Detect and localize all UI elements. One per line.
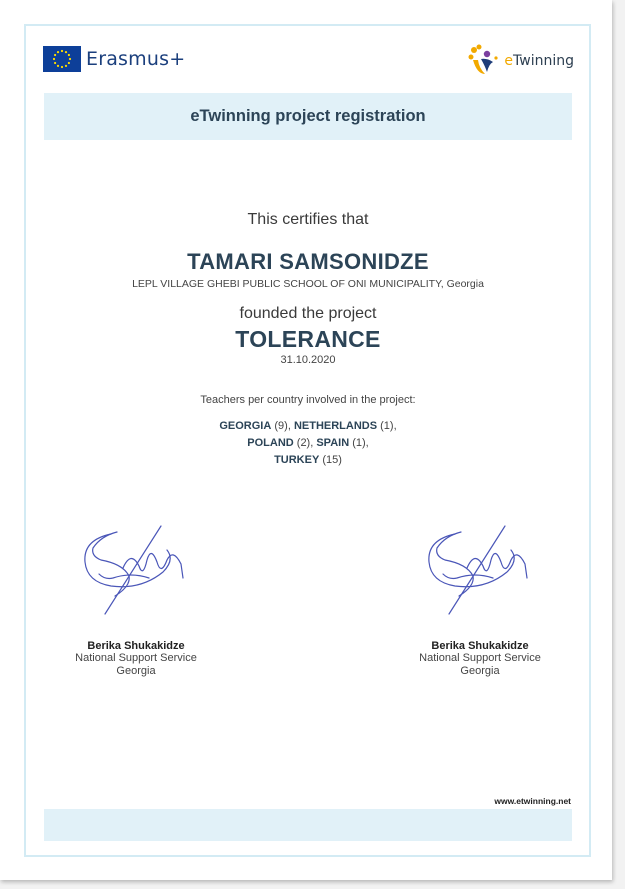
countries-line-3 bbox=[44, 452, 572, 469]
etwinning-logo bbox=[465, 44, 574, 78]
project-name: TOLERANCE bbox=[235, 326, 381, 352]
countries-line-2 bbox=[44, 435, 572, 452]
country-name: GEORGIA bbox=[219, 420, 272, 432]
country-count: (9), bbox=[274, 420, 291, 432]
signatory-name: Berika Shukakidze bbox=[87, 640, 185, 652]
etwinning-logo-twinning: Twinning bbox=[513, 53, 574, 69]
recipient-name: TAMARI SAMSONIDZE bbox=[187, 249, 429, 274]
handwritten-signature bbox=[71, 520, 201, 620]
country-name: POLAND bbox=[247, 437, 294, 449]
country-count: (1), bbox=[380, 420, 397, 432]
etwinning-website-link[interactable]: www.etwinning.net bbox=[494, 796, 571, 806]
signature-block-right bbox=[395, 520, 565, 678]
signatory-country: Georgia bbox=[116, 665, 156, 677]
teachers-label: Teachers per country involved in the project: bbox=[200, 394, 416, 406]
certificate-title: eTwinning project registration bbox=[44, 93, 572, 140]
eu-flag-icon bbox=[43, 46, 81, 72]
etwinning-logo-text bbox=[504, 53, 574, 69]
country-count: (15) bbox=[322, 454, 342, 466]
country-count: (1), bbox=[352, 437, 369, 449]
country-name: TURKEY bbox=[274, 454, 320, 466]
country-count: (2), bbox=[296, 437, 314, 449]
handwritten-signature bbox=[415, 520, 545, 620]
signatory-organisation: National Support Service bbox=[419, 652, 541, 664]
etwinning-logo-e: e bbox=[504, 53, 514, 69]
country-name: NETHERLANDS bbox=[293, 420, 378, 432]
countries-line-1 bbox=[44, 418, 572, 435]
certifies-text: This certifies that bbox=[247, 211, 369, 228]
school-name: LEPL VILLAGE GHEBI PUBLIC SCHOOL OF ONI MUNICIPALITY, Georgia bbox=[132, 278, 484, 290]
erasmus-logo-text: Erasmus+ bbox=[86, 48, 186, 70]
erasmus-logo bbox=[43, 45, 185, 73]
signatory-country: Georgia bbox=[460, 665, 500, 677]
signatory-name: Berika Shukakidze bbox=[431, 640, 529, 652]
country-name: SPAIN bbox=[316, 437, 350, 449]
footer-band bbox=[44, 809, 572, 841]
signatory-organisation: National Support Service bbox=[75, 652, 197, 664]
signature-block-left bbox=[51, 520, 221, 678]
project-date: 31.10.2020 bbox=[280, 354, 336, 366]
founded-text: founded the project bbox=[239, 305, 377, 322]
etwinning-figures-icon bbox=[465, 44, 503, 78]
countries-list bbox=[44, 418, 572, 469]
